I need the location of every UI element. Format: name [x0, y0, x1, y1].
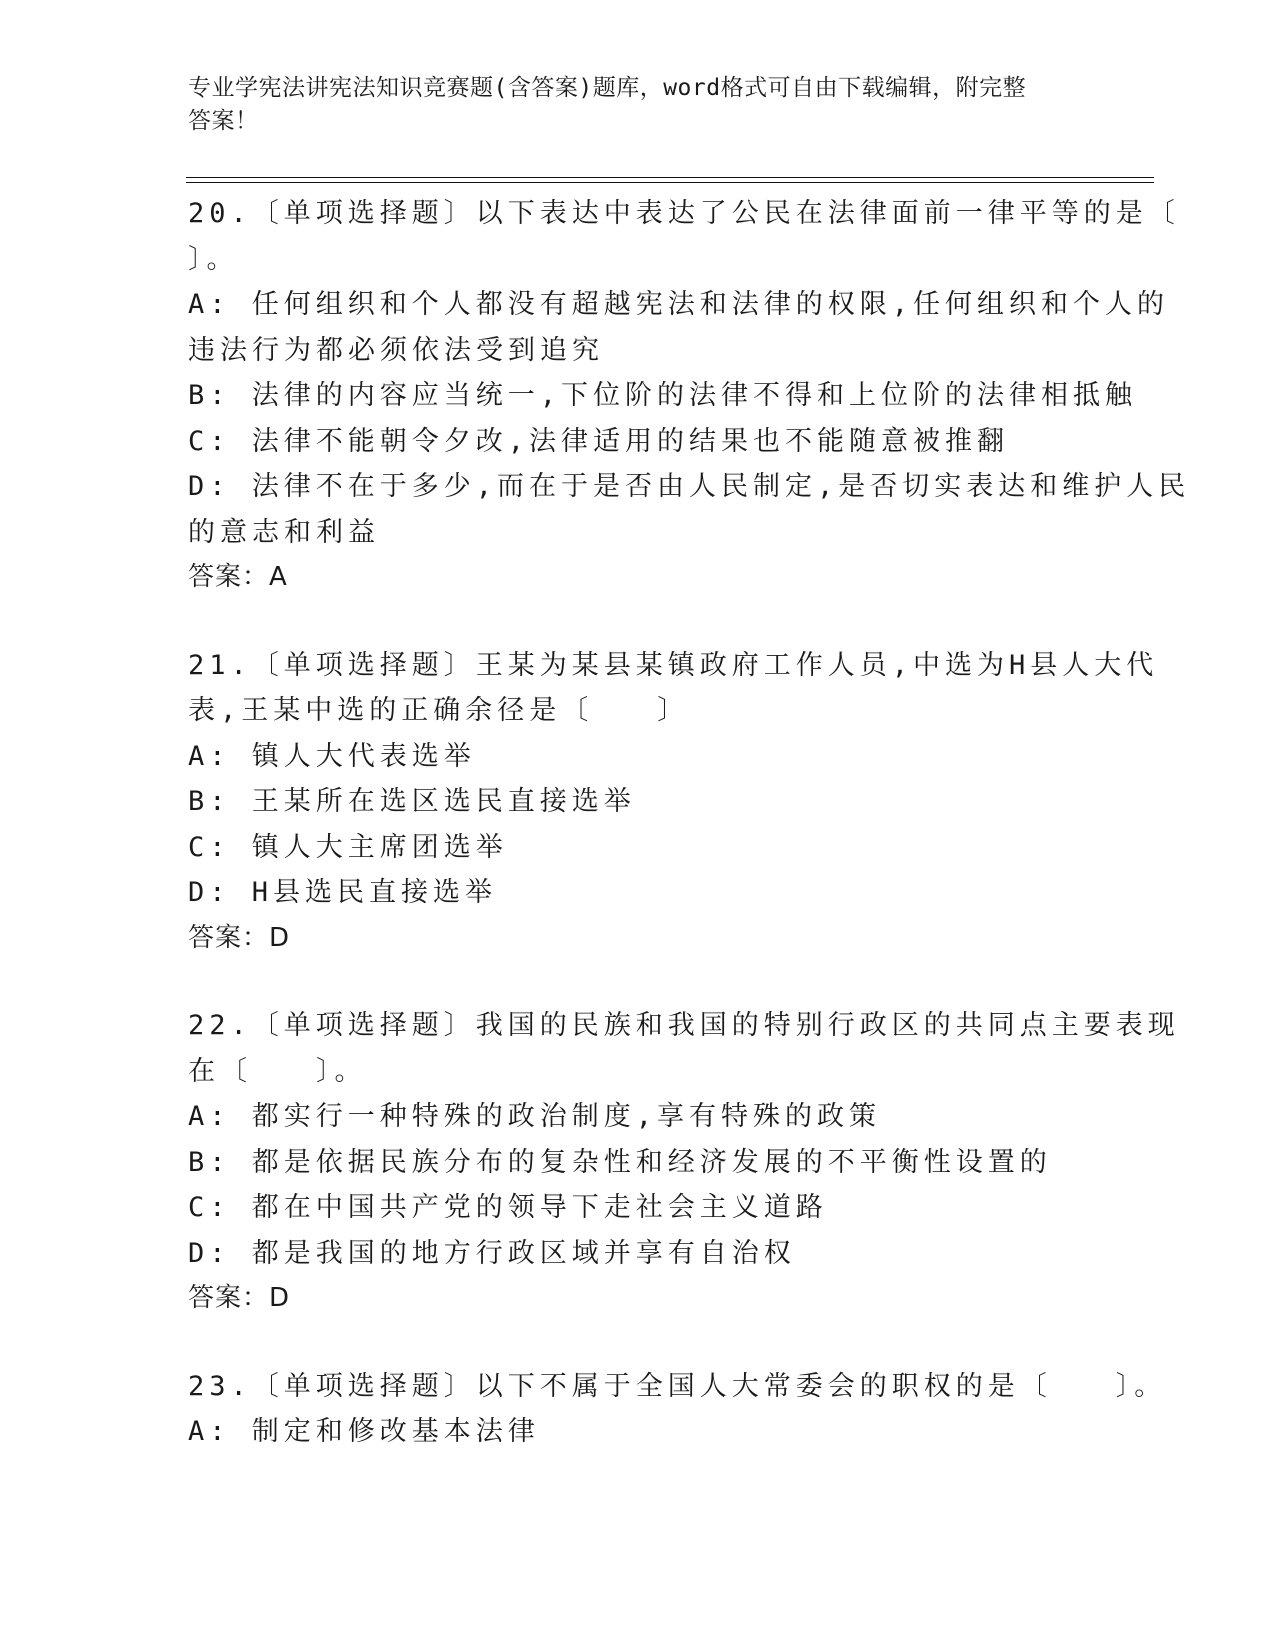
- question-21: [188, 643, 1159, 962]
- question-stem: 在〔 〕。: [188, 1055, 367, 1087]
- answer-label: 答案：D: [188, 922, 291, 953]
- document-header: [188, 72, 1068, 138]
- option-d: D: H县选民直接选举: [188, 877, 498, 908]
- option-a: 违法行为都必须依法受到追究: [188, 334, 604, 366]
- header-line: 专业学宪法讲宪法知识竞赛题(含答案)题库，word格式可自由下载编辑，附完整: [188, 75, 1027, 101]
- question-list: [188, 191, 1191, 1497]
- answer-label: 答案：A: [188, 562, 288, 592]
- option-c: C: 法律不能朝令夕改,法律适用的结果也不能随意被推翻: [188, 425, 1010, 457]
- header-divider-top: [186, 177, 1154, 178]
- option-a: A: 制定和修改基本法律: [188, 1416, 540, 1447]
- question-20: [188, 191, 1191, 601]
- option-c: C: 都在中国共产党的领导下走社会主义道路: [188, 1192, 828, 1223]
- question-stem: 22.〔单项选择题〕我国的民族和我国的特别行政区的共同点主要表现: [188, 1010, 1180, 1041]
- option-a: A: 任何组织和个人都没有超越宪法和法律的权限,任何组织和个人的: [188, 289, 1170, 320]
- option-b: B: 都是依据民族分布的复杂性和经济发展的不平衡性设置的: [188, 1146, 1052, 1178]
- question-22: [188, 1003, 1180, 1322]
- answer-label: 答案：D: [188, 1283, 291, 1313]
- question-stem: 〕。: [188, 243, 239, 275]
- option-c: C: 镇人大主席团选举: [188, 831, 508, 863]
- option-d: 的意志和利益: [188, 516, 380, 548]
- question-stem: 20.〔单项选择题〕以下表达中表达了公民在法律面前一律平等的是〔: [188, 198, 1180, 229]
- option-d: D: 法律不在于多少,而在于是否由人民制定,是否切实表达和维护人民: [188, 471, 1191, 502]
- question-stem: 23.〔单项选择题〕以下不属于全国人大常委会的职权的是〔 〕。: [188, 1370, 1167, 1402]
- option-b: B: 法律的内容应当统一,下位阶的法律不得和上位阶的法律相抵触: [188, 380, 1138, 411]
- question-23: [188, 1364, 1167, 1455]
- header-divider-bottom: [186, 182, 1154, 183]
- option-b: B: 王某所在选区选民直接选举: [188, 786, 636, 817]
- question-stem: 表,王某中选的正确余径是〔 〕: [188, 695, 690, 726]
- option-a: A: 镇人大代表选举: [188, 740, 476, 772]
- option-d: D: 都是我国的地方行政区域并享有自治权: [188, 1237, 796, 1269]
- question-stem: 21.〔单项选择题〕王某为某县某镇政府工作人员,中选为H县人大代: [188, 649, 1159, 681]
- option-a: A: 都实行一种特殊的政治制度,享有特殊的政策: [188, 1101, 882, 1132]
- header-line: 答案！: [188, 108, 259, 134]
